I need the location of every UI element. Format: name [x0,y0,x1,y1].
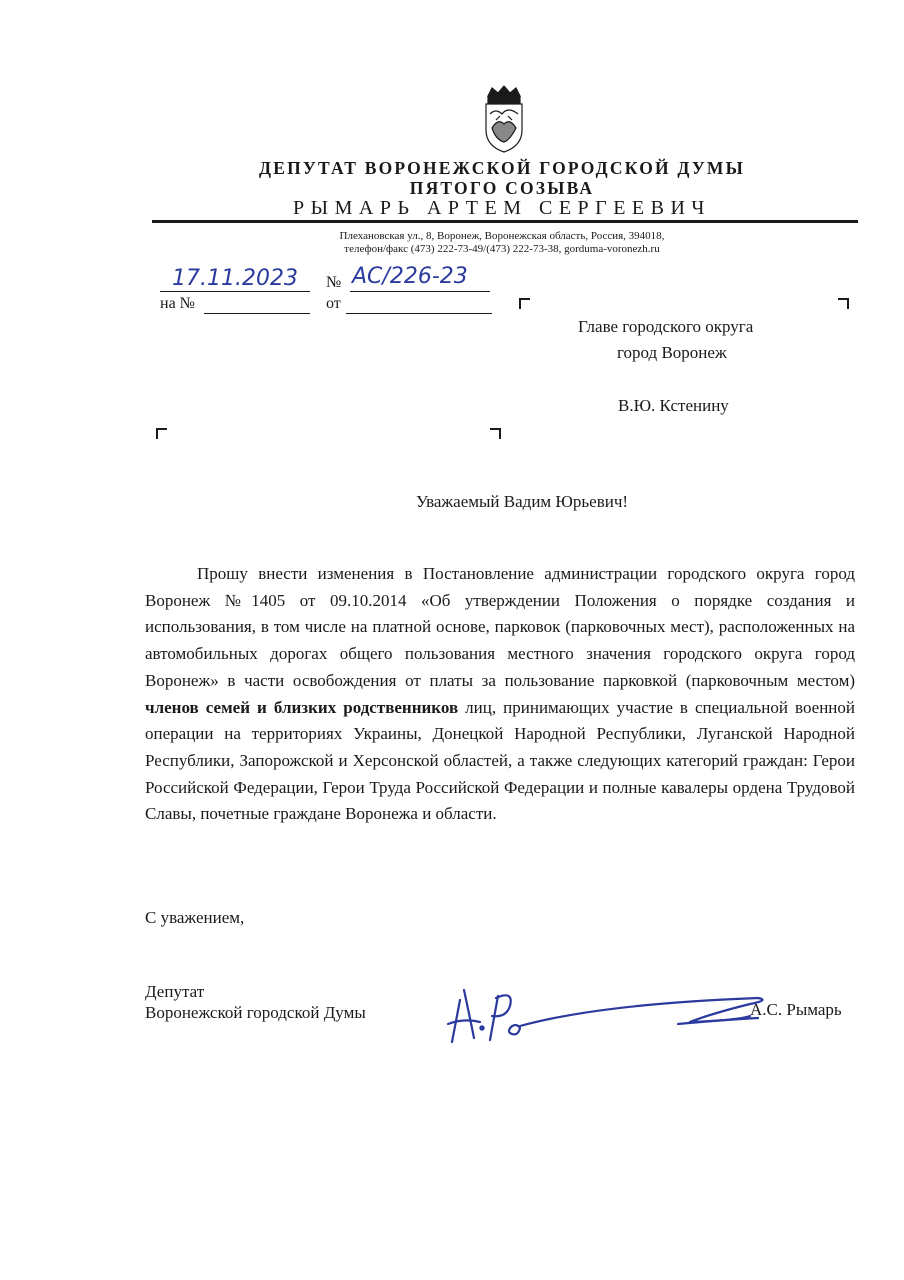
closing: С уважением, [145,908,245,927]
signatory-role [145,981,366,1023]
reply-label: на № [160,295,195,312]
reg-number-handwritten: АС/226-23 [352,264,468,289]
signatory-name: А.С. Рымарь [750,1000,842,1019]
reg-number-sign: № [326,274,342,291]
header-address: Плехановская ул., 8, Воронеж, Воронежская область, Россия, 394018, [339,230,665,242]
salutation: Уважаемый Вадим Юрьевич! [415,492,629,511]
subject-corner-left [156,428,167,439]
letter-body [145,561,855,828]
addressee-line2: город Воронеж [617,343,727,362]
reg-date-line [160,291,310,292]
reg-date-handwritten: 17.11.2023 [172,266,298,291]
from-label: от [326,295,341,312]
addressee-corner-left [519,298,530,309]
addressee-line1: Главе городского округа [578,317,754,336]
header-contacts: телефон/факс (473) 222-73-49/(473) 222-73-38, gorduma-voronezh.ru [344,243,660,255]
letter-body-bold: членов семей и близких родственников [145,697,459,717]
letter-body-part2: лиц, принимающих участие в специальной военной операции на территориях Украины, Донецкой Народной Республики, Луганской Народной Республики, Запорожской и Херсонской областей, а также следующих категорий граждан: Герои Российской Федерации, Герои Труда Российской Федерации и полные кавалеры ордена Трудовой Славы, почетные граждане Воронежа и области. [145,697,855,824]
header-title-line2: ПЯТОГО СОЗЫВА [409,178,595,198]
addressee-name: В.Ю. Кстенину [618,396,729,415]
from-line [346,313,492,314]
signatory-role-line2: Воронежской городской Думы [145,1003,366,1022]
header-deputy-name: РЫМАРЬ АРТЕМ СЕРГЕЕВИЧ [293,197,711,219]
letter-body-part1: Прошу внести изменения в Постановление администрации городского округа город Воронеж №1405 от 09.10.2014 «Об утверждении Положения о порядке создания и использования, в том числе на платной основе, парковок (парковочных мест), расположенных на автомобильных дорогах общего пользования местного значения городского округа город Воронеж» в части освобождения от платы за пользование парковкой (парковочным местом) [145,564,855,690]
header-divider [152,220,858,223]
addressee-corner-right [838,298,849,309]
header-title-line1: ДЕПУТАТ ВОРОНЕЖСКОЙ ГОРОДСКОЙ ДУМЫ [258,158,745,178]
city-coat-of-arms-icon [478,84,530,154]
signatory-role-line1: Депутат [145,982,205,1001]
reply-line [204,313,310,314]
subject-corner-right [490,428,501,439]
handwritten-signature [440,978,770,1053]
reg-number-line [350,291,490,292]
